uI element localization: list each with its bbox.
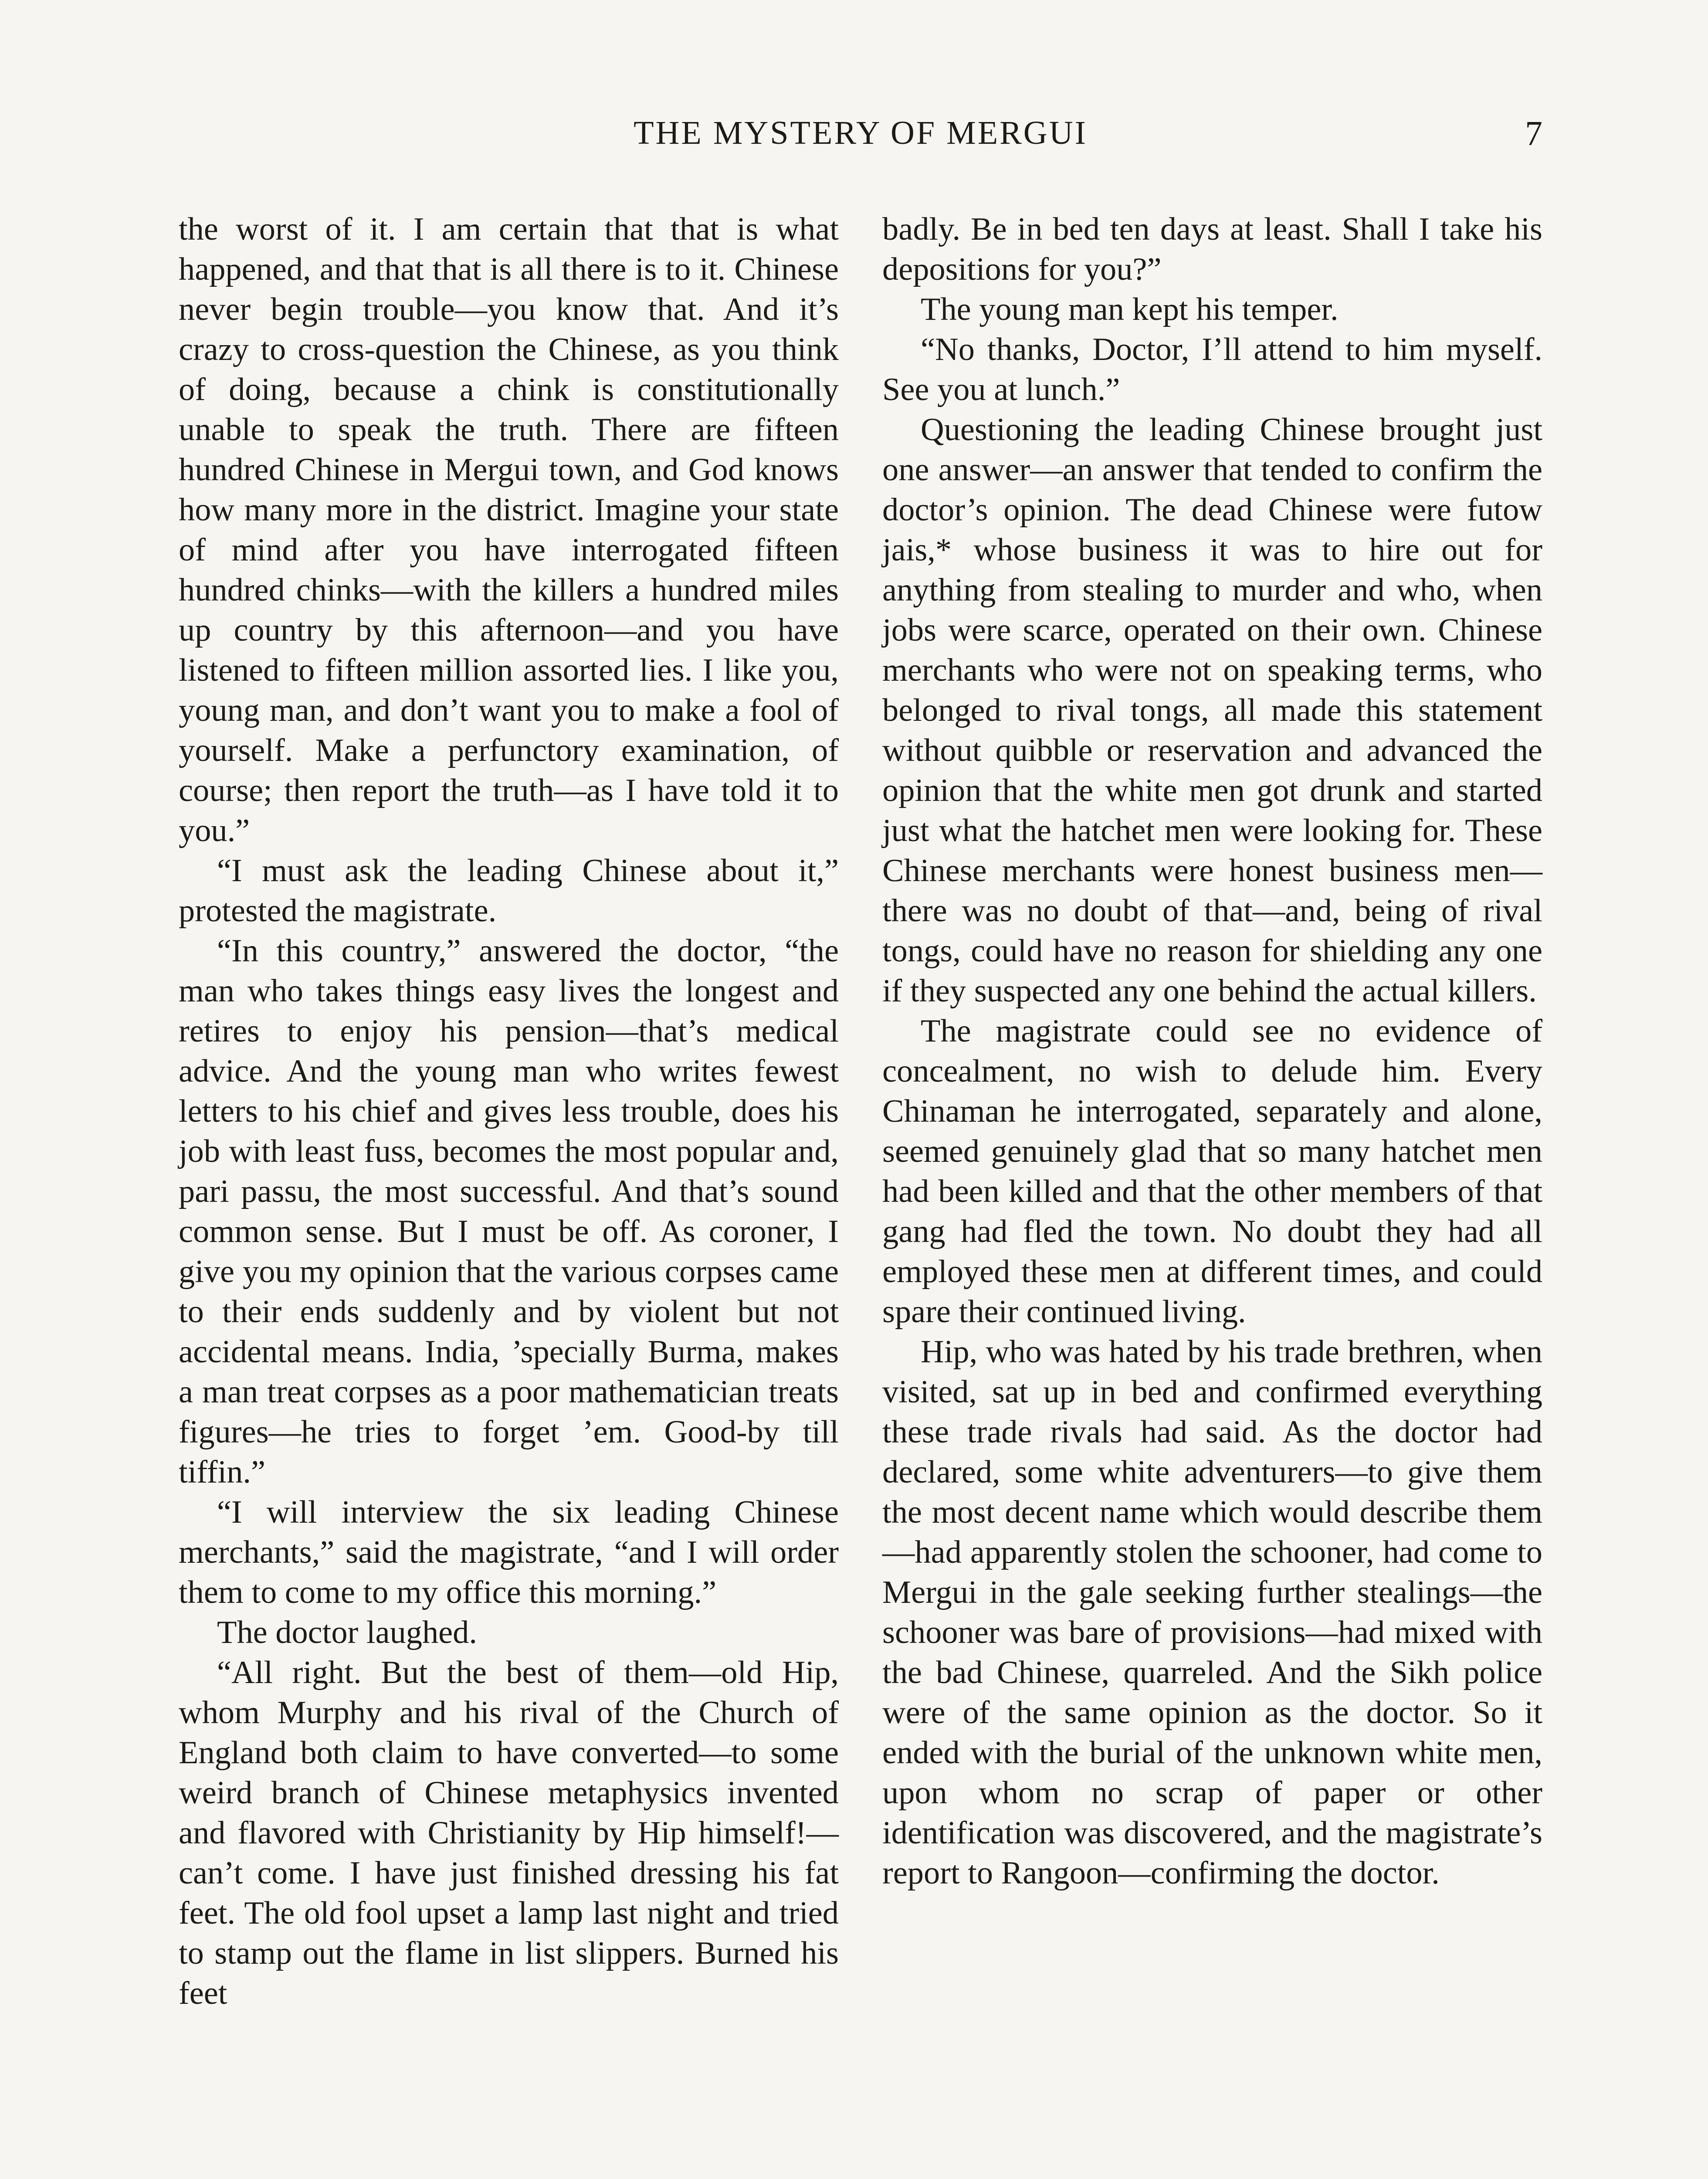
paragraph: badly. Be in bed ten days at least. Shall I take his depositions for you?” [882,211,1542,287]
paragraph: The doctor laughed. [217,1615,477,1650]
paragraph: “No thanks, Doctor, I’ll attend to him myself. See you at lunch.” [882,332,1542,407]
paragraph: the worst of it. I am certain that that is what happened, and that that is all there is to it. Chinese never begin trouble—you know that. And it’s crazy to cross-question the Chinese, as you think of doing, because a chink is constitutionally unable to speak the truth. There are fifteen hundred Chinese in Mergui town, and God knows how many more in the district. Imagine your state of mind after you have interrogated fifteen hundred chinks—with the killers a hundred miles up country by this afternoon—and you have listened to fifteen million assorted lies. I like you, young man, and don’t want you to make a fool of yourself. Make a perfunctory examination, of course; then report the truth—as I have told it to you.” [179,211,839,849]
paragraph: “All right. But the best of them—old Hip, whom Murphy and his rival of the Church of England both claim to have converted—to some weird branch of Chinese metaphysics invented and flavored with Christianity by Hip himself!—can’t come. I have just finished dressing his fat feet. The old fool upset a lamp last night and tried to stamp out the flame in list slippers. Burned his feet [179,1655,839,2011]
paragraph: Hip, who was hated by his trade brethren, when visited, sat up in bed and confirmed everything these trade rivals had said. As the doctor had declared, some white adventurers—to give them the most decent name which would describe them—had apparently stolen the schooner, had come to Mergui in the gale seeking further stealings—the schooner was bare of provisions—had mixed with the bad Chinese, quarreled. And the Sikh police were of the same opinion as the doctor. So it ended with the burial of the unknown white men, upon whom no scrap of paper or other identification was discovered, and the magistrate’s report to Rangoon—confirming the doctor. [882,1334,1542,1891]
right-column [882,209,1542,1893]
paragraph: The magistrate could see no evidence of concealment, no wish to delude him. Every Chinaman he interrogated, separately and alone, seemed genuinely glad that so many hatchet men had been killed and that the other members of that gang had fled the town. No doubt they had all employed these men at different times, and could spare their continued living. [882,1013,1542,1330]
left-column [179,209,839,2013]
paragraph: “I must ask the leading Chinese about it,” protested the magistrate. [179,853,839,929]
page-number: 7 [1525,115,1542,153]
running-head: THE MYSTERY OF MERGUI [634,115,1088,151]
page-header [179,114,1542,166]
paragraph: “I will interview the six leading Chinese merchants,” said the magistrate, “and I will order them to come to my office this morning.” [179,1494,839,1610]
paragraph: Questioning the leading Chinese brought just one answer—an answer that tended to confirm the doctor’s opinion. The dead Chinese were futow jais,* whose business it was to hire out for anything from stealing to murder and who, when jobs were scarce, operated on their own. Chinese merchants who were not on speaking terms, who belonged to rival tongs, all made this statement without quibble or reservation and advanced the opinion that the white men got drunk and started just what the hatchet men were looking for. These Chinese merchants were honest business men—there was no doubt of that—and, being of rival tongs, could have no reason for shielding any one if they suspected any one behind the actual killers. [882,412,1542,1009]
paragraph: “In this country,” answered the doctor, “the man who takes things easy lives the longest and retires to enjoy his pension—that’s medical advice. And the young man who writes fewest letters to his chief and gives less trouble, does his job with least fuss, becomes the most popular and, pari passu, the most successful. And that’s sound common sense. But I must be off. As coroner, I give you my opinion that the various corpses came to their ends suddenly and by violent but not accidental means. India, ’specially Burma, makes a man treat corpses as a poor mathematician treats figures—he tries to forget ’em. Good-by till tiffin.” [179,933,839,1490]
paragraph: The young man kept his temper. [921,292,1339,327]
